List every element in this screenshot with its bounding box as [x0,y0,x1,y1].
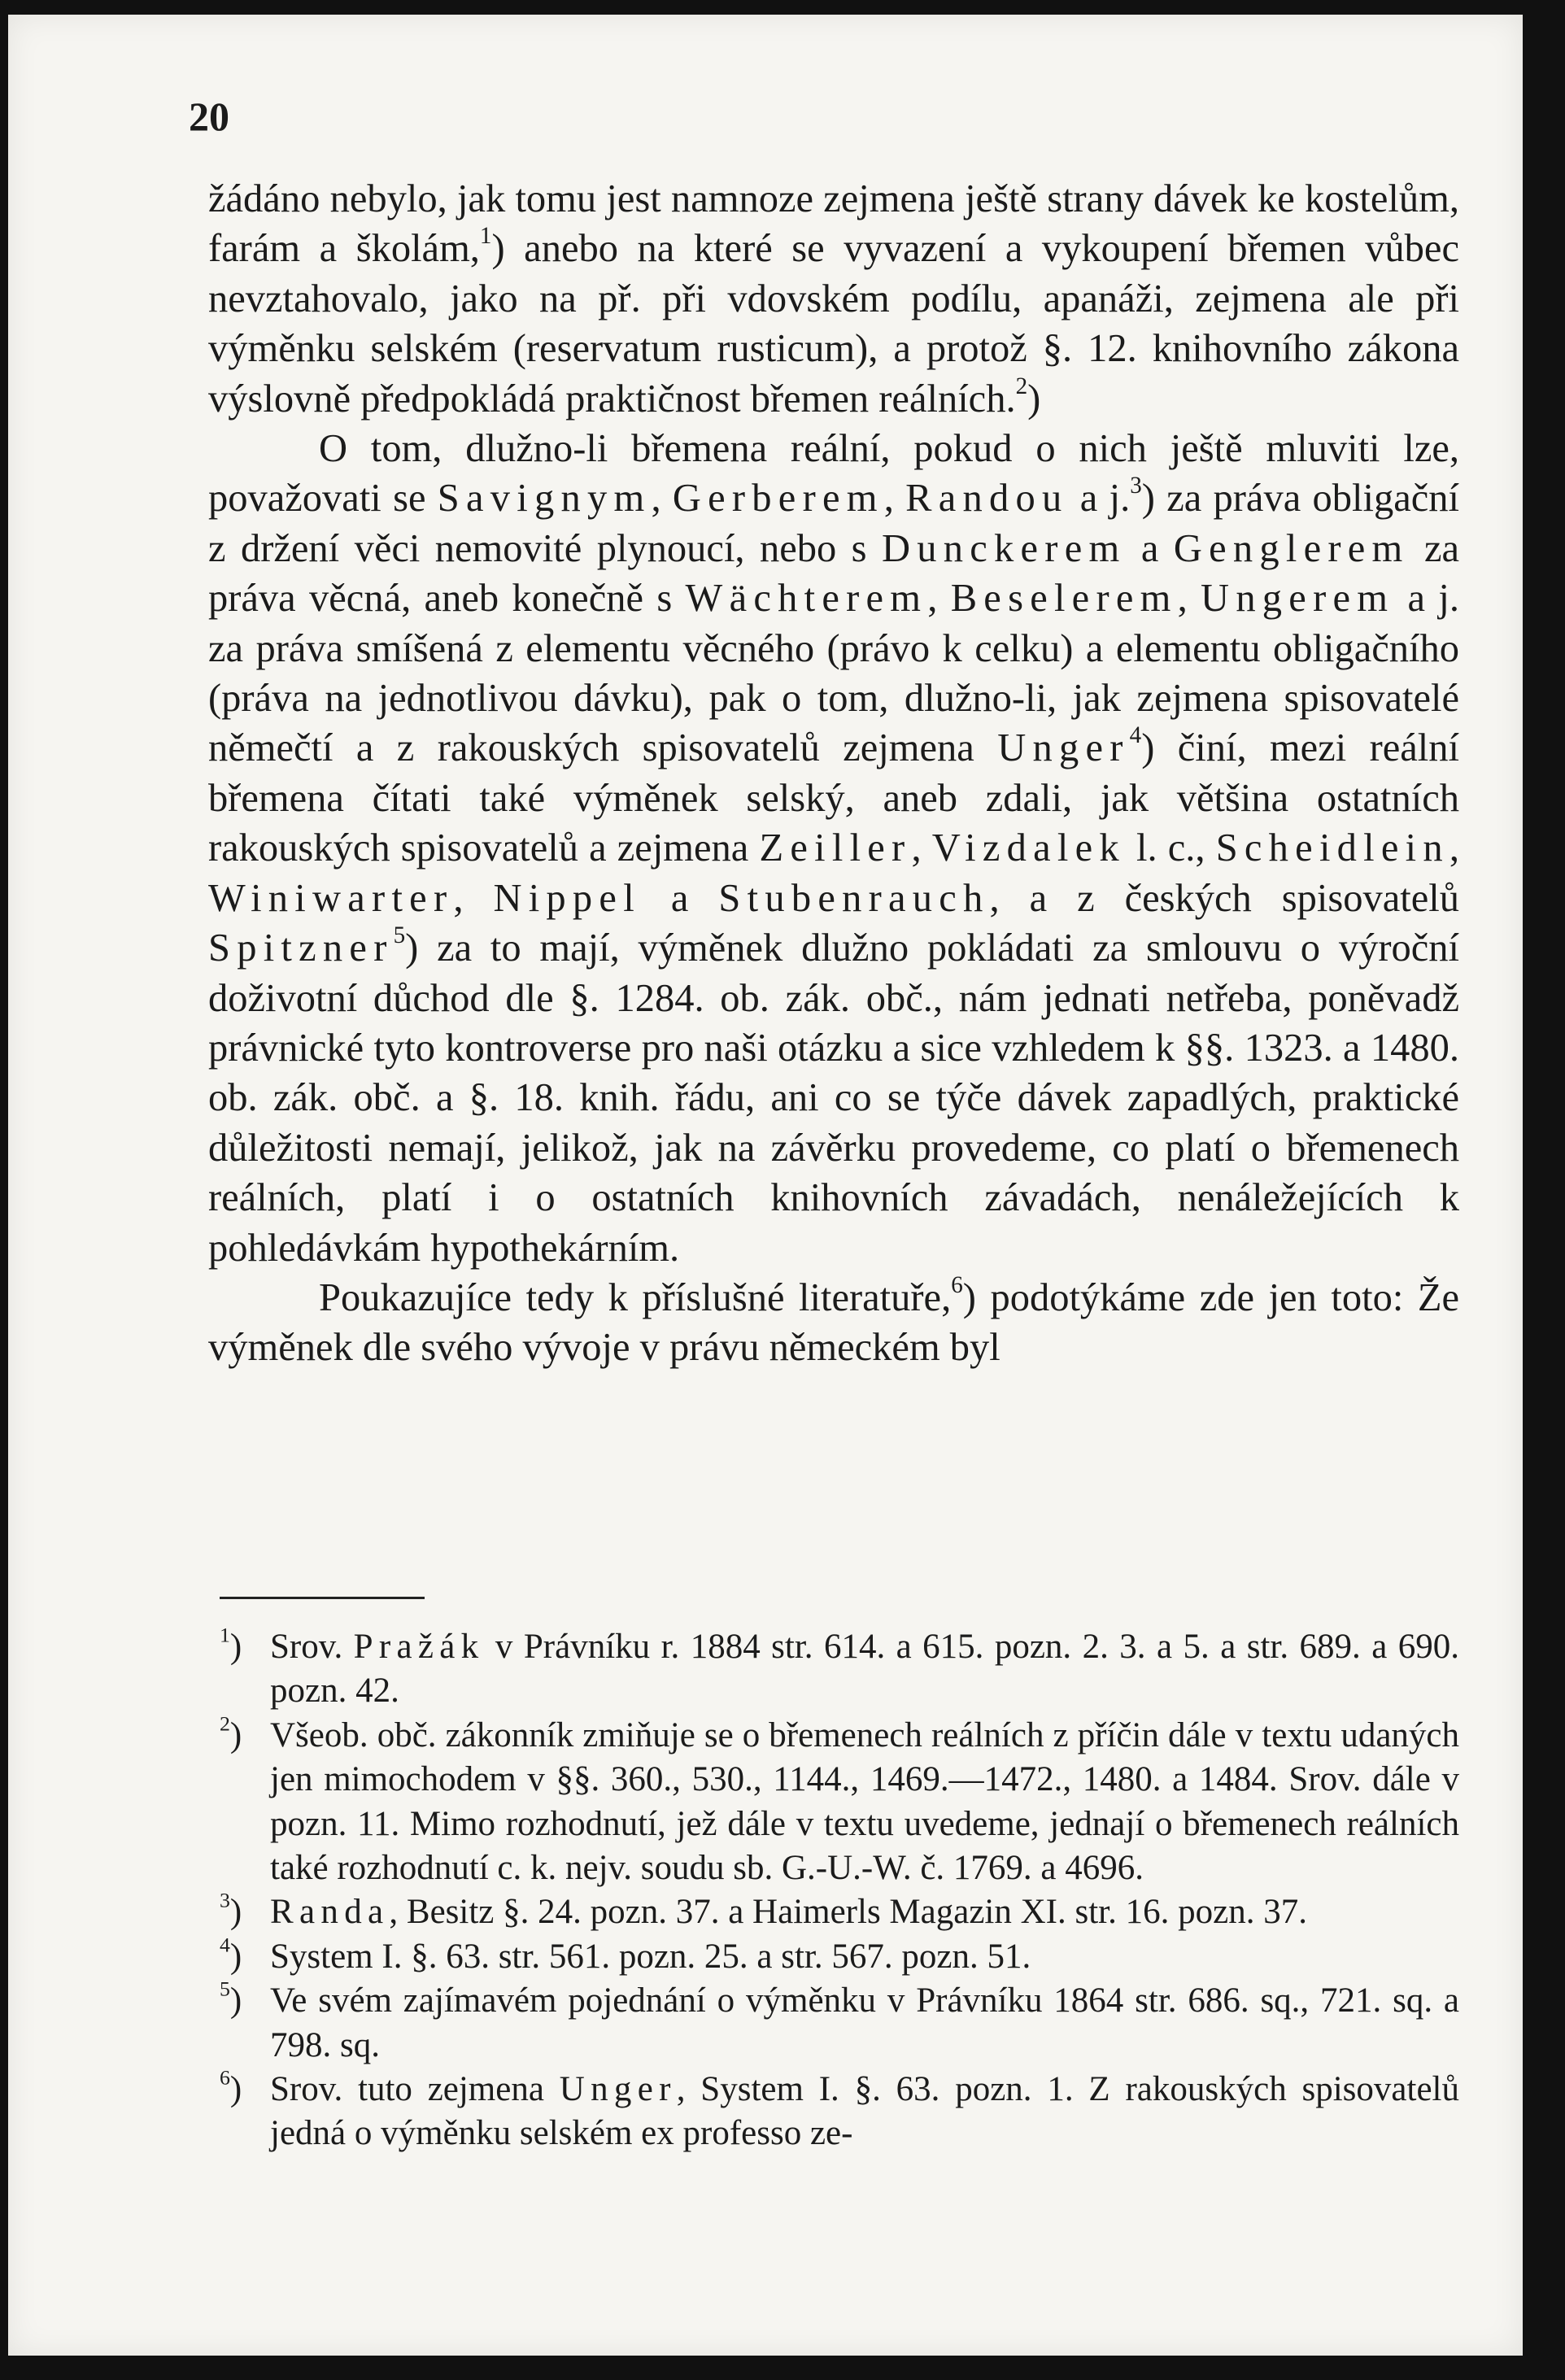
spaced-name: Zeiller [759,826,912,870]
paragraph [208,424,1459,1273]
text-run: a j. za práva smíšená z elementu věcného (právo k celku) a elementu obligačního (práva na jednotlivou dávku), pak o tom, dlužno-li, jak zejmena spisovatelé němečtí a z rakouských spisovatelů zejmena [208,577,1459,770]
spaced-name: Beselerem [950,577,1178,621]
footnotes [220,1623,1459,2156]
paragraph [208,174,1459,424]
text-run: ) za to mají, výměnek dlužno pokládati za smlouvu o výroční doživotní důchod dle §. 1284. ob. zák. obč., nám jednati netřeba, poněvadž právnické tyto kontroverse pro naši otázku a sice vzhledem k §§. 1323. a 1480. ob. zák. obč. a §. 18. knih. řádu, ani co se týče dávek zapadlých, praktické důležitosti nemají, jelikož, jak na závěrku provedeme, co platí o břemenech reálních, platí i o ostatních knihovních závadách, nenáležejících k pohledávkám hypothekárním. [208,926,1459,1270]
footnote-number: 2 [220,1711,230,1736]
spaced-name: Unger [997,726,1130,770]
spaced-name: Nippel [493,876,641,920]
text-run: , Besitz §. 24. pozn. 37. a Haimerls Magazin XI. str. 16. pozn. 37. [389,1893,1307,1932]
spaced-name: Stubenrauch [718,876,990,920]
text-run: ) anebo na které se vyvazení a vykoupení břemen vůbec nevztahovalo, jako na př. při vdovském podílu, apanáži, zejmena ale při výměnku selském (reservatum rusticum), a protož §. 12. knihovního zákona výslovně předpokládá praktičnost břemen reálních. [208,227,1459,421]
footnote [220,1977,1459,2068]
footnote-ref: 2 [1015,373,1028,399]
paragraph [208,1273,1459,1373]
text-run: , a z českých spisovatelů [989,876,1459,920]
spaced-name: Genglerem [1173,526,1410,570]
footnote-ref: 3 [1130,473,1142,499]
footnote-number: 1 [220,1623,230,1647]
text-run: ) podotýkáme zde jen toto: Že výměnek dle svého vývoje v právu německém byl [208,1275,1459,1370]
text-run: v Právníku r. 1884 str. 614. a 615. pozn. 2. 3. a 5. a str. 689. a 690. pozn. 42. [270,1628,1459,1711]
text-run: , [1177,577,1201,621]
spaced-name: Vizdalek [931,826,1126,870]
footnote-ref: 6 [951,1272,963,1299]
text-run: ) za práva obligační z držení věci nemovité plynoucí, nebo s [208,477,1460,570]
footnote [220,1711,1459,1891]
footnote-ref: 5 [393,922,406,949]
footnote-separator [220,1597,425,1599]
footnote-number: 5 [220,1977,230,2001]
text-run: ) [1027,377,1041,421]
footnote-number: 3 [220,1889,230,1913]
text-run: Srov. [270,1628,354,1666]
spaced-name: Wächterem [685,577,928,621]
text-run: žádáno nebylo, jak tomu jest namnoze zejmena ještě strany dávek ke kostelům, farám a školám, [208,177,1459,271]
spaced-name: Spitzner [208,926,394,970]
text-run: Ve svém zajímavém pojednání o výměnku v Právníku 1864 str. 686. sq., 721. sq. a 798. sq. [270,1981,1459,2064]
text-run: Srov. tuto zejmena [270,2070,560,2109]
spaced-name: Gerberem [672,477,884,521]
footnote-ref: 1 [479,223,492,250]
text-run: , [911,826,932,870]
spaced-name: Scheidlein [1215,826,1449,870]
text-run: , [1449,826,1459,870]
footnote-mark: $^3$) [220,1889,242,1932]
page-number: 20 [189,94,229,139]
text-run: l. c., [1125,826,1216,870]
text-run: , [883,477,906,521]
text-run: O tom, dlužno-li břemena reální, pokud o nich ještě mluviti lze, považovati se [208,427,1459,521]
spaced-name: Ungerem [1201,577,1395,621]
spaced-name: Savignym [437,477,652,521]
footnote [220,1933,1459,1979]
text-run: a [1126,526,1174,570]
text-run: , [453,876,494,920]
footnote-mark: $^1$) [220,1623,242,1666]
spaced-name: Randa [270,1893,390,1932]
text-run: ) činí, mezi reální břemena čítati také výměnek selský, aneb zdali, jak většina ostatních rakouských spisovatelů a zejmena [208,726,1459,870]
footnote [220,2065,1459,2156]
footnote-mark: $^2$) [220,1711,242,1754]
footnote-number: 4 [220,1933,230,1957]
text-run: , [927,577,951,621]
text-run: Poukazujíce tedy k příslušné literatuře, [319,1275,952,1319]
text-run: a j. [1068,477,1131,521]
text-run: , [651,477,673,521]
spaced-name: Dunckerem [882,526,1127,570]
book-page [8,15,1523,2356]
text-run: System I. §. 63. str. 561. pozn. 25. a str. 567. pozn. 51. [270,1937,1031,1976]
spaced-name: Pražák [353,1628,485,1666]
spaced-name: Randou [905,477,1069,521]
body-text [208,174,1459,1373]
spaced-name: Winiwarter [208,876,454,920]
footnote-ref: 4 [1129,722,1142,749]
text-run: a [640,876,719,920]
text-run: , System I. §. 63. pozn. 1. Z rakouských spisovatelů jedná o výměnku selském ex professo ze- [270,2070,1459,2153]
footnote [220,1889,1459,1934]
footnote-mark: $^4$) [220,1933,242,1976]
footnote-number: 6 [220,2065,230,2090]
footnote-mark: $^5$) [220,1977,242,2020]
footnote [220,1623,1459,1714]
footnote-mark: $^6$) [220,2065,242,2109]
text-run: za práva věcná, aneb konečně s [208,526,1460,621]
spaced-name: Unger [559,2070,677,2109]
text-run: Všeob. obč. zákonník zmiňuje se o břemenech reálních z příčin dále v textu udaných jen mimochodem v §§. 360., 530., 1144., 1469.—1472., 1480. a 1484. Srov. dále v pozn. 11. Mimo rozhodnutí, jež dále v textu uvedeme, jednají o břemenech reálních také rozhodnutí c. k. nejv. soudu sb. G.-U.-W. č. 1769. a 4696. [270,1715,1459,1888]
